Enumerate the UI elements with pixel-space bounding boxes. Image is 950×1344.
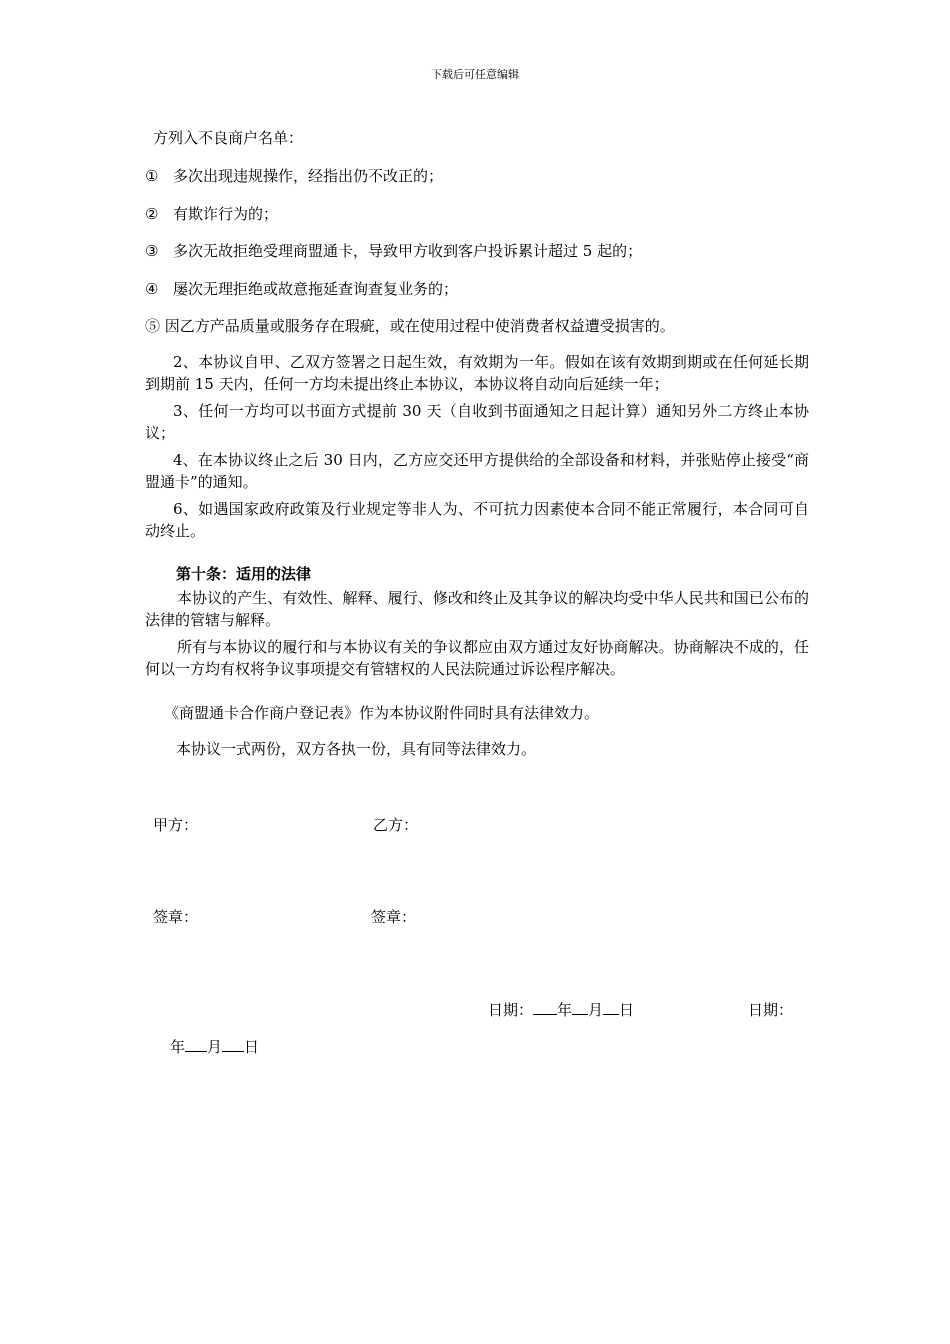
list-text: 有欺诈行为的； (173, 205, 279, 223)
month-label: 月 (207, 1038, 223, 1056)
copies-text: 本协议一式两份，双方各执一份，具有同等法律效力。 (176, 740, 537, 758)
clause-4: 4、在本协议终止之后 30 日内，乙方应交还甲方提供给的全部设备和材料，并张贴停止接受“商盟通卡”的通知。 (145, 451, 809, 491)
year-blank (533, 1000, 557, 1015)
list-item (145, 240, 642, 261)
month-blank (572, 1000, 588, 1015)
annex-text: 《商盟通卡合作商户登记表》作为本协议附件同时具有法律效力。 (164, 704, 600, 722)
list-number: ② (145, 205, 159, 223)
day-label: 日 (244, 1038, 260, 1056)
list-number: ③ (145, 242, 159, 260)
seal-a-label: 签章： (153, 908, 199, 926)
day-label: 日 (619, 1001, 635, 1019)
seal-b-label: 签章： (371, 908, 417, 926)
date-label: 日期： (488, 1001, 534, 1019)
day-blank (222, 1037, 244, 1052)
dispute-paragraph: 所有与本协议的履行和与本协议有关的争议都应由双方通过友好协商解决。协商解决不成的，任何以一方均有权将争议事项提交有管辖权的人民法院通过诉讼程序解决。 (145, 638, 809, 678)
list-item (145, 278, 458, 299)
party-b-label: 乙方： (373, 816, 419, 834)
page-header: 下载后可任意编辑 (431, 68, 519, 81)
list-number: ① (145, 167, 159, 185)
law-paragraph: 本协议的产生、有效性、解释、履行、修改和终止及其争议的解决均受中华人民共和国已公布的法律的管辖与解释。 (145, 589, 809, 629)
section-title: 第十条：适用的法律 (176, 565, 312, 583)
intro-text: 方列入不良商户名单： (153, 129, 304, 147)
party-a-label: 甲方： (153, 816, 199, 834)
year-label: 年 (170, 1038, 186, 1056)
list-item: ⑤ 因乙方产品质量或服务存在瑕疵，或在使用过程中使消费者权益遭受损害的。 (145, 317, 675, 335)
list-text: 多次出现违规操作，经指出仍不改正的； (173, 167, 444, 185)
date-a (488, 999, 634, 1020)
list-number: ④ (145, 280, 159, 298)
date-b-label: 日期： (748, 1001, 794, 1019)
list-text: 屡次无理拒绝或故意拖延查询查复业务的； (173, 280, 459, 298)
list-item (145, 203, 278, 224)
year-label: 年 (557, 1001, 573, 1019)
date-b (170, 1036, 259, 1057)
month-label: 月 (588, 1001, 604, 1019)
clause-2: 2、本协议自甲、乙双方签署之日起生效，有效期为一年。假如在该有效期到期或在任何延长期到期前 15 天内，任何一方均未提出终止本协议，本协议将自动向后延续一年； (145, 353, 809, 393)
clause-3: 3、任何一方均可以书面方式提前 30 天（自收到书面通知之日起计算）通知另外二方终止本协议； (145, 402, 809, 442)
day-blank (603, 1000, 619, 1015)
list-item (145, 165, 443, 186)
clause-6: 6、如遇国家政府政策及行业规定等非人为、不可抗力因素使本合同不能正常履行，本合同可自动终止。 (145, 500, 809, 540)
list-text: 多次无故拒绝受理商盟通卡，导致甲方收到客户投诉累计超过 5 起的； (173, 242, 643, 260)
month-blank (185, 1037, 207, 1052)
